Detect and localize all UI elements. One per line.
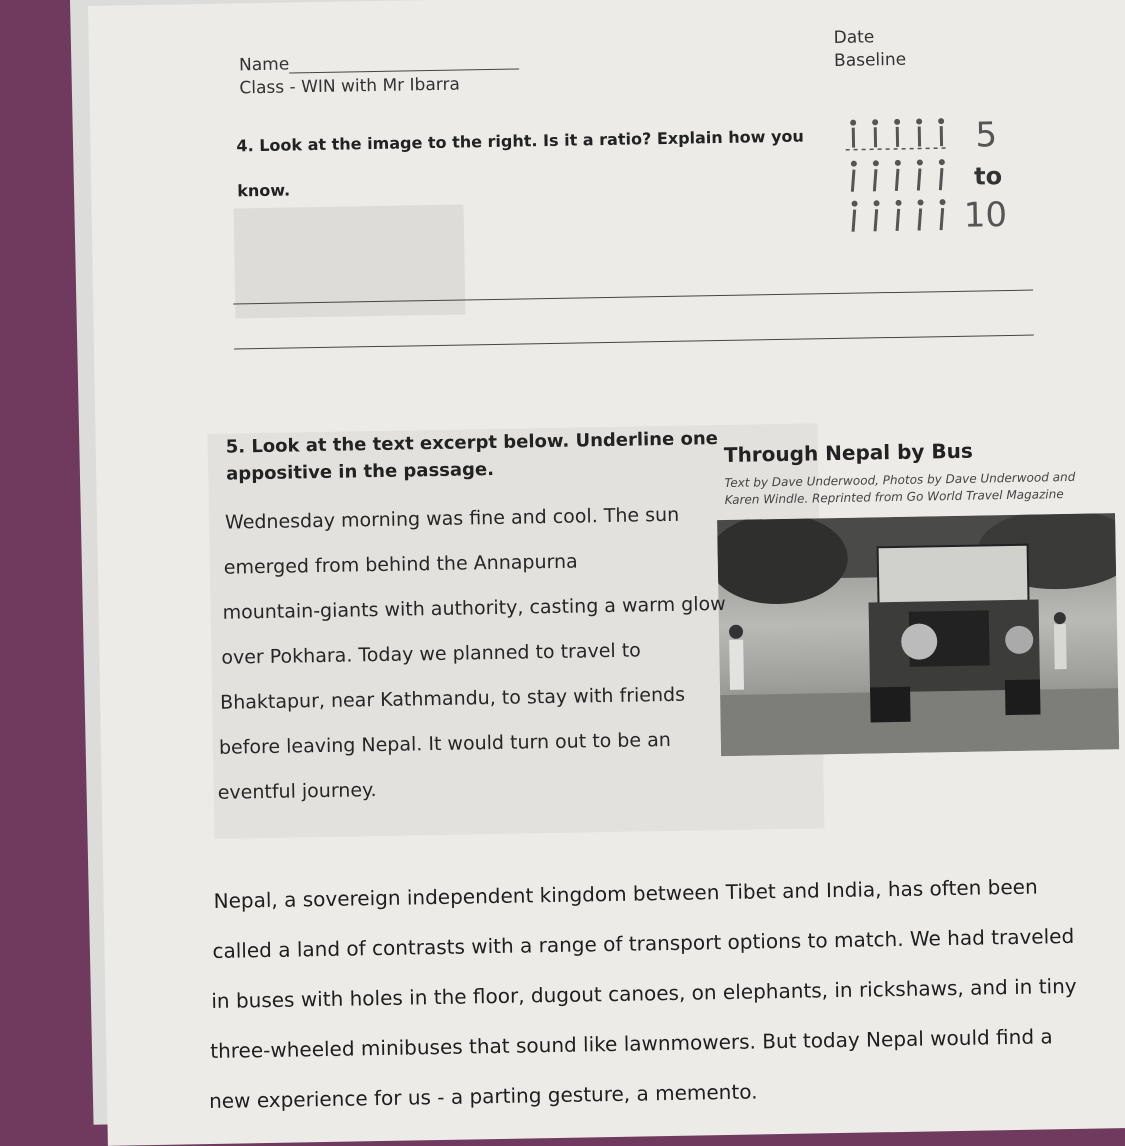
question-5-line-2: appositive in the passage. xyxy=(226,459,494,485)
body-line-5: new experience for us - a parting gesture, a memento. xyxy=(209,1079,758,1113)
question-4-line-2: know. xyxy=(237,181,290,201)
name-label: Name xyxy=(239,54,289,75)
name-underline xyxy=(289,68,519,73)
article-credit-line-2: Karen Windle. Reprinted from Go World Travel Magazine xyxy=(725,486,1064,509)
body-line-4: three-wheeled minibuses that sound like lawnmowers. But today Nepal would find a xyxy=(210,1024,1053,1063)
story-line-2: emerged from behind the Annapurna xyxy=(224,551,578,579)
ratio-bottom-number: 10 xyxy=(963,195,1007,236)
article-credit-line-1: Text by Dave Underwood, Photos by Dave Underwood and xyxy=(724,469,1075,492)
ratio-to-word: to xyxy=(974,162,1002,190)
body-line-2: called a land of contrasts with a range of transport options to match. We had traveled xyxy=(212,924,1074,963)
story-line-5: Bhaktapur, near Kathmandu, to stay with friends xyxy=(220,684,685,714)
class-label: Class - WIN with Mr Ibarra xyxy=(239,75,460,99)
story-line-3: mountain-giants with authority, casting a warm glow xyxy=(222,593,725,624)
question-5-line-1: 5. Look at the text excerpt below. Underline one xyxy=(226,428,719,458)
story-line-7: eventful journey. xyxy=(218,779,377,804)
question-4-line-1: 4. Look at the image to the right. Is it a ratio? Explain how you xyxy=(236,127,804,156)
bus-photo xyxy=(717,513,1119,756)
story-line-6: before leaving Nepal. It would turn out to be an xyxy=(219,729,671,759)
answer-line-2 xyxy=(234,335,1034,350)
worksheet-page xyxy=(88,0,1125,1146)
body-line-3: in buses with holes in the floor, dugout canoes, on elephants, in rickshaws, and in tiny xyxy=(211,974,1077,1013)
story-line-1: Wednesday morning was fine and cool. The sun xyxy=(225,504,680,534)
story-line-4: over Pokhara. Today we planned to travel to xyxy=(221,639,641,668)
article-title: Through Nepal by Bus xyxy=(724,439,973,467)
baseline-label: Baseline xyxy=(834,50,906,71)
date-label: Date xyxy=(833,27,874,48)
ratio-top-number: 5 xyxy=(975,115,997,155)
bus-photo-illustration xyxy=(717,513,1119,756)
body-line-1: Nepal, a sovereign independent kingdom between Tibet and India, has often been xyxy=(213,875,1037,913)
